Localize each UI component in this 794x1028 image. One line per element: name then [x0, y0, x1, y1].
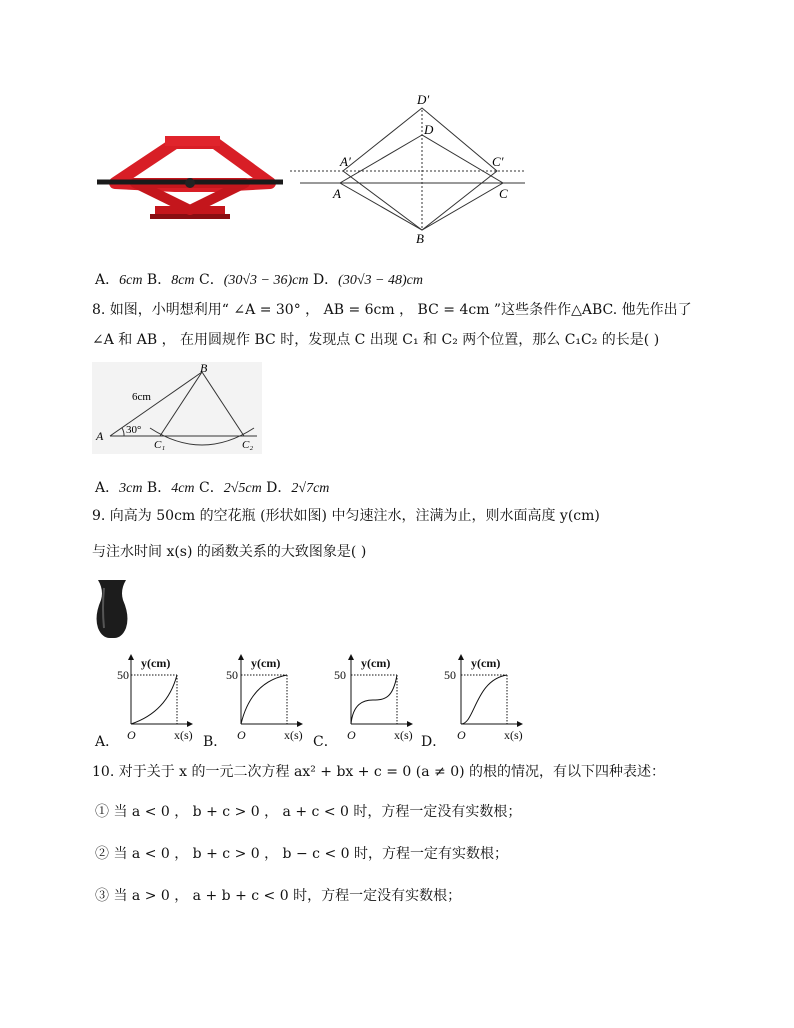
q10-statement-3: ③ 当 a > 0 ， a + b + c < 0 时，方程一定没有实数根；: [95, 888, 462, 904]
graph-c-yval: 50: [334, 668, 346, 682]
graph-c-ylabel: y(cm): [361, 656, 391, 670]
q8-option-a: 3cm: [119, 481, 143, 496]
graph-b-origin: O: [237, 728, 246, 742]
q7-option-c-label: C．: [198, 272, 224, 288]
vase-image: [92, 578, 132, 640]
q7-option-d-label: D．: [312, 272, 339, 288]
q8-option-b-label: B．: [146, 480, 172, 496]
car-jack-image: [95, 128, 285, 223]
q8-option-a-label: A．: [95, 480, 120, 496]
label-d: D: [424, 122, 434, 137]
q8-label-side: 6cm: [132, 391, 151, 403]
q7-option-d: (30√3 − 48)cm: [338, 273, 423, 288]
q8-option-b: 4cm: [171, 481, 195, 496]
q7-option-c: (30√3 − 36)cm: [223, 273, 309, 288]
graph-d-xlabel: x(s): [504, 728, 523, 742]
label-c: C: [499, 186, 508, 201]
q8-label-c1: C₁: [154, 439, 166, 451]
q9-line1: 9. 向高为 50cm 的空花瓶 (形状如图) 中匀速注水，注满为止，则水面高度 y(cm): [92, 508, 600, 524]
q7-option-a-label: A．: [95, 272, 120, 288]
label-a: A: [333, 186, 341, 201]
q8-line1: 8. 如图，小明想利用“ ∠A = 30° ， AB = 6cm ， BC = 4cm ”这些条件作△ABC. 他先作出了: [92, 302, 692, 318]
q8-option-c-label: C．: [198, 480, 224, 496]
q10-line1: 10. 对于关于 x 的一元二次方程 ax² + bx + c = 0 (a ≠ 0) 的根的情况，有以下四种表述：: [92, 764, 666, 780]
q10-statement-1: ① 当 a < 0 ， b + c > 0 ， a + c < 0 时，方程一定没有实数根；: [95, 804, 522, 820]
q8-line2: ∠A 和 AB ， 在用圆规作 BC 时，发现点 C 出现 C₁ 和 C₂ 两个位置，那么 C₁C₂ 的长是( ): [92, 332, 660, 348]
graph-a-origin: O: [127, 728, 136, 742]
label-b: B: [416, 231, 424, 246]
q10-statement-2: ② 当 a < 0 ， b + c > 0 ， b − c < 0 时，方程一定有实数根；: [95, 846, 508, 862]
q8-figure: [92, 362, 262, 454]
graph-b-ylabel: y(cm): [251, 656, 281, 670]
q9-option-b: B．: [203, 734, 228, 750]
q7-options: [95, 270, 423, 291]
graph-a-yval: 50: [117, 668, 129, 682]
q9-option-a: A．: [95, 734, 120, 750]
graph-b-xlabel: x(s): [284, 728, 303, 742]
q7-option-a: 6cm: [119, 273, 143, 288]
q8-label-a: A: [96, 429, 104, 443]
q8-option-d-label: D．: [266, 480, 292, 496]
label-a-prime: A′: [340, 154, 351, 169]
graph-d-ylabel: y(cm): [471, 656, 501, 670]
q7-option-b-label: B．: [146, 272, 172, 288]
graph-d-origin: O: [457, 728, 466, 742]
q9-option-d: D．: [421, 734, 447, 750]
q9-line2: 与注水时间 x(s) 的函数关系的大致图象是( ): [92, 544, 367, 560]
q8-options: [95, 478, 329, 499]
graph-c-origin: O: [347, 728, 356, 742]
label-c-prime: C′: [492, 154, 504, 169]
rhombus-figure: [285, 90, 530, 250]
q7-option-b: 8cm: [171, 273, 195, 288]
graph-a-xlabel: x(s): [174, 728, 193, 742]
q8-option-c: 2√5cm: [223, 481, 262, 496]
q8-label-c2: C₂: [242, 439, 254, 451]
graph-c-xlabel: x(s): [394, 728, 413, 742]
q8-label-b: B: [200, 362, 208, 375]
graph-a-ylabel: y(cm): [141, 656, 171, 670]
graph-d-yval: 50: [444, 668, 456, 682]
label-d-prime: D′: [417, 92, 430, 107]
q9-option-c: C．: [313, 734, 338, 750]
q8-option-d: 2√7cm: [291, 481, 330, 496]
graph-b-yval: 50: [226, 668, 238, 682]
q8-label-angle: 30°: [126, 424, 142, 436]
